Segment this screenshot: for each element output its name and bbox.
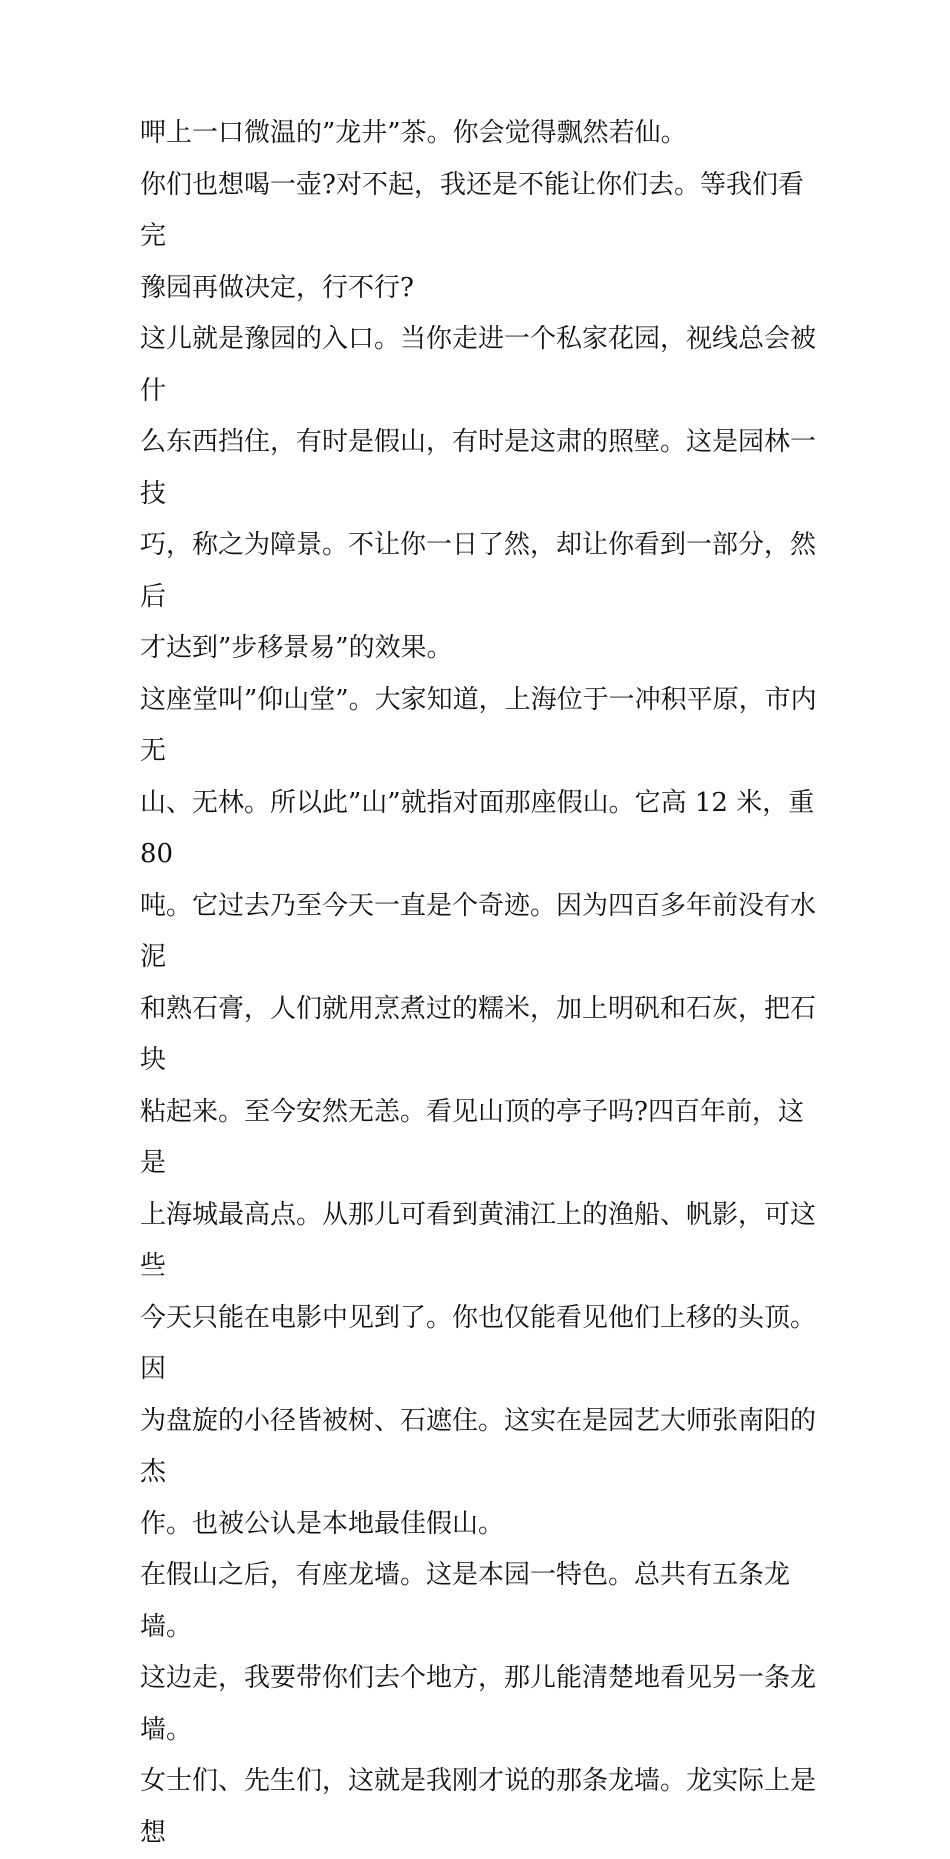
paragraph-1: 呷上一口微温的”龙井”茶。你会觉得飘然若仙。 — [140, 118, 687, 148]
paragraph-3: 这儿就是豫园的入口。当你走进一个私家花园，视线总会被什 么东西挡住，有时是假山，有时是这肃的照壁。这是园林一技 巧，称之为障景。不让你一日了然，却让你看到一部分，然后 才达到”步移景易”的效果。 — [140, 324, 817, 663]
paragraph-6: 女士们、先生们，这就是我刚才说的那条龙墙。龙实际上是想 — [140, 1766, 817, 1848]
document-body — [140, 108, 820, 1859]
paragraph-4: 这座堂叫”仰山堂”。大家知道，上海位于一冲积平原，市内无 山、无林。所以此”山”就指对面那座假山。它高 12 米，重 80 吨。它过去乃至今天一直是个奇迹。因为四百多年前没有水泥 和熟石膏，人们就用烹煮过的糯米，加上明矾和石灰，把石块 粘起来。至今安然无恙。看见山顶的亭子吗?四百年前，这是 上海城最高点。从那儿可看到黄浦江上的渔船、帆影，可这些 今天只能在电影中见到了。你也仅能看见他们上移的头顶。因 为盘旋的小径皆被树、石遮住。这实在是园艺大师张南阳的杰 作。也被公认是本地最佳假山。 — [140, 684, 817, 1539]
paragraph-5: 在假山之后，有座龙墙。这是本园一特色。总共有五条龙墙。 这边走，我要带你们去个地方，那儿能清楚地看见另一条龙 墙。 — [140, 1560, 817, 1745]
paragraph-2: 你们也想喝一壶?对不起，我还是不能让你们去。等我们看完 豫园再做决定，行不行? — [140, 169, 804, 303]
